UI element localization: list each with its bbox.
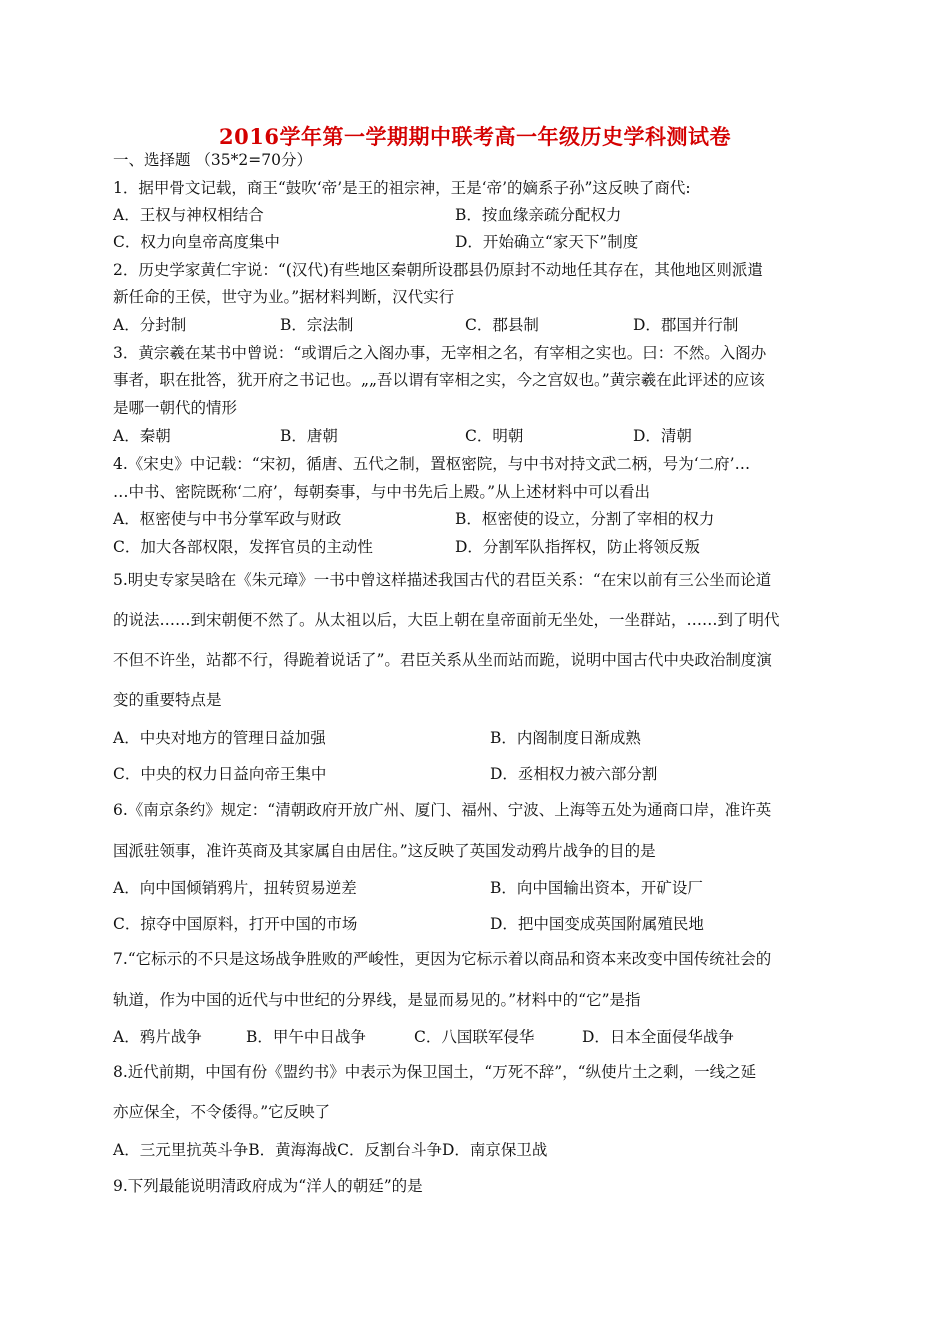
q3-stem-line3: 是哪一朝代的情形 [113,399,238,417]
q3-option-a: A．秦朝 [113,427,171,445]
q3-stem-line2: 事者，职在批答，犹开府之书记也。„„吾以谓有宰相之实，今之宫奴也。”黄宗羲在此评述的应该 [113,371,765,389]
q2-stem-line1: 2．历史学家黄仁宇说：“(汉代)有些地区秦朝所设郡县仍原封不动地任其存在，其他地区则派遣 [113,261,763,279]
q3-stem-line1: 3．黄宗羲在某书中曾说：“或谓后之入阁办事，无宰相之名，有宰相之实也。曰：不然。入阁办 [113,344,767,362]
q2-stem-line2: 新任命的王侯，世守为业。”据材料判断，汉代实行 [113,288,455,306]
q1-option-a: A．王权与神权相结合 [113,206,264,224]
q1-option-d: D．开始确立“家天下”制度 [455,233,639,251]
q4-option-a: A．枢密使与中书分掌军政与财政 [113,510,342,528]
q2-option-c: C．郡县制 [465,316,539,334]
q2-option-a: A．分封制 [113,316,187,334]
q6-option-c: C．掠夺中国原料，打开中国的市场 [113,915,358,933]
q3-option-b: B．唐朝 [280,427,338,445]
q5-option-c: C．中央的权力日益向帝王集中 [113,765,327,783]
q7-option-d: D．日本全面侵华战争 [582,1028,734,1046]
q4-option-b: B．枢密使的设立，分割了宰相的权力 [455,510,715,528]
q5-option-d: D．丞相权力被六部分割 [490,765,658,783]
q4-option-c: C．加大各部权限，发挥官员的主动性 [113,538,373,556]
q6-stem-line2: 国派驻领事，准许英商及其家属自由居住。”这反映了英国发动鸦片战争的目的是 [113,842,656,860]
q8-stem-line2: 亦应保全，不令倭得。”它反映了 [113,1103,331,1121]
q8-stem-line1: 8.近代前期，中国有份《盟约书》中表示为保卫国土，“万死不辞”，“纵使片土之剩，一线之延 [113,1063,757,1081]
exam-title: 2016学年第一学期期中联考高一年级历史学科测试卷 [219,124,731,149]
q8-options: A．三元里抗英斗争B．黄海海战C．反割台斗争D．南京保卫战 [113,1141,548,1159]
q5-option-a: A．中央对地方的管理日益加强 [113,729,326,747]
q5-stem-line1: 5.明史专家吴晗在《朱元璋》一书中曾这样描述我国古代的君臣关系：“在宋以前有三公坐而论道 [113,571,772,589]
q5-stem-line2: 的说法……到宋朝便不然了。从太祖以后，大臣上朝在皇帝面前无坐处，一坐群站，……到了明代 [113,611,780,629]
q5-stem-line3: 不但不许坐，站都不行，得跪着说话了”。君臣关系从坐而站而跪，说明中国古代中央政治制度演 [113,651,772,669]
q3-option-c: C．明朝 [465,427,524,445]
q7-option-a: A．鸦片战争 [113,1028,202,1046]
q4-option-d: D．分割军队指挥权，防止将领反叛 [455,538,700,556]
q7-option-c: C．八国联军侵华 [414,1028,535,1046]
q6-stem-line1: 6.《南京条约》规定：“清朝政府开放广州、厦门、福州、宁波、上海等五处为通商口岸，准许英 [113,801,772,819]
q2-option-b: B．宗法制 [280,316,354,334]
q3-option-d: D．清朝 [633,427,692,445]
q6-option-d: D．把中国变成英国附属殖民地 [490,915,704,933]
q5-stem-line4: 变的重要特点是 [113,691,222,709]
q1-stem: 1．据甲骨文记载，商王“鼓吹‘帝’是王的祖宗神，王是‘帝’的嫡系子孙”这反映了商代: [113,179,691,197]
q7-option-b: B．甲午中日战争 [246,1028,366,1046]
q9-stem: 9.下列最能说明清政府成为“洋人的朝廷”的是 [113,1177,423,1195]
q5-option-b: B．内阁制度日渐成熟 [490,729,641,747]
q1-option-b: B．按血缘亲疏分配权力 [455,206,622,224]
q1-option-c: C．权力向皇帝高度集中 [113,233,280,251]
q6-option-a: A．向中国倾销鸦片，扭转贸易逆差 [113,879,357,897]
q7-stem-line2: 轨道，作为中国的近代与中世纪的分界线，是显而易见的。”材料中的“它”是指 [113,991,641,1009]
q4-stem-line2: …中书、密院既称‘二府’，每朝奏事，与中书先后上殿。”从上述材料中可以看出 [113,483,651,501]
q6-option-b: B．向中国输出资本，开矿设厂 [490,879,703,897]
q7-stem-line1: 7.“它标示的不只是这场战争胜败的严峻性，更因为它标示着以商品和资本来改变中国传统社会的 [113,950,772,968]
section-heading: 一、选择题 （35*2=70分） [113,151,312,169]
q4-stem-line1: 4.《宋史》中记载：“宋初，循唐、五代之制，置枢密院，与中书对持文武二柄，号为‘二府’… [113,455,751,473]
q2-option-d: D．郡国并行制 [633,316,739,334]
